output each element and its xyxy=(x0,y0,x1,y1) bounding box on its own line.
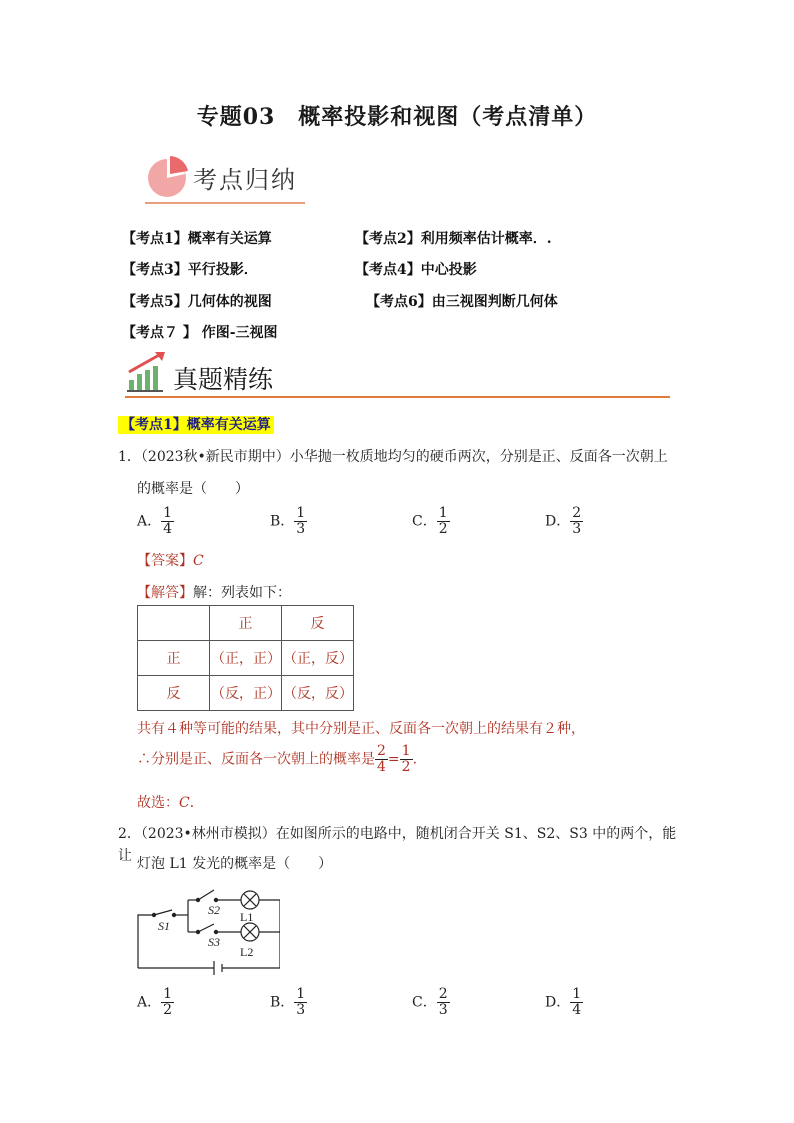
kaodian-item-7: 【考点７ 】 作图-三视图 xyxy=(122,325,278,341)
table-cell: （反，正） xyxy=(210,676,282,711)
kaodian-item-3: 【考点3】平行投影． xyxy=(122,262,258,278)
option-d[interactable]: D． $\frac{2}{3}$ xyxy=(545,505,582,537)
table-cell: 正 xyxy=(210,606,282,641)
table-cell: 反 xyxy=(282,606,354,641)
solution-intro: 【解答】解：列表如下： xyxy=(137,585,291,601)
topic-label: 【考点1】概率有关运算 xyxy=(118,414,274,434)
kaodian-item-5: 【考点5】几何体的视图 xyxy=(122,294,272,310)
question-1-text-cont: 的概率是（ ） xyxy=(137,481,249,497)
section-title: 真题精练 xyxy=(173,365,274,394)
table-cell: 反 xyxy=(138,676,210,711)
outcome-table xyxy=(137,605,354,711)
table-header-row xyxy=(138,606,354,641)
kaodian-item-4: 【考点4】中心投影 xyxy=(355,262,477,278)
circuit-diagram xyxy=(130,880,280,975)
heading-underline xyxy=(145,202,305,204)
section-heading-zhenti xyxy=(125,350,670,402)
table-row xyxy=(138,641,354,676)
table-cell: 正 xyxy=(138,641,210,676)
option-a[interactable]: A． $\frac{1}{2}$ xyxy=(137,986,173,1018)
pie-chart-icon xyxy=(145,154,191,200)
bar-chart-icon xyxy=(125,350,171,394)
section-title: 考点归纳 xyxy=(193,166,297,194)
final-choice: 故选：C． xyxy=(137,795,204,811)
option-c[interactable]: C． $\frac{1}{2}$ xyxy=(412,505,448,537)
page-title: 专题03 概率投影和视图（考点清单） xyxy=(196,104,598,130)
label-s2: S2 xyxy=(208,903,220,917)
section-heading-kaodian xyxy=(145,150,305,208)
option-d[interactable]: D． $\frac{1}{4}$ xyxy=(545,986,582,1018)
table-cell xyxy=(138,606,210,641)
answer: 【答案】C xyxy=(137,553,204,569)
option-a[interactable]: A． $\frac{1}{4}$ xyxy=(137,505,173,537)
option-b[interactable]: B． $\frac{1}{3}$ xyxy=(270,505,306,537)
table-cell: （正，反） xyxy=(282,641,354,676)
label-s3: S3 xyxy=(208,935,220,949)
kaodian-item-1: 【考点1】概率有关运算 xyxy=(122,231,272,247)
table-cell: （正，正） xyxy=(210,641,282,676)
option-b[interactable]: B． $\frac{1}{3}$ xyxy=(270,986,306,1018)
option-c[interactable]: C． $\frac{2}{3}$ xyxy=(412,986,448,1018)
kaodian-item-2: 【考点2】利用频率估计概率．. xyxy=(355,231,552,247)
kaodian-item-6: 【考点6】由三视图判断几何体 xyxy=(366,294,558,310)
heading-underline xyxy=(125,396,670,398)
label-l1: L1 xyxy=(240,910,254,924)
label-s1: S1 xyxy=(158,919,170,933)
table-row xyxy=(138,676,354,711)
question-2-text: 2．（2023•林州市模拟）在如图所示的电路中，随机闭合开关 S1、S2、S3 中的两个，能让 xyxy=(118,826,677,864)
label-l2: L2 xyxy=(240,945,254,959)
explanation-line-1: 共有４种等可能的结果，其中分别是正、反面各一次朝上的结果有２种， xyxy=(137,721,585,737)
question-1-text: 1．（2023秋•新民市期中）小华抛一枚质地均匀的硬币两次，分别是正、反面各一次朝上 xyxy=(118,449,668,465)
question-2-text-cont: 灯泡 L1 发光的概率是（ ） xyxy=(137,856,333,872)
table-cell: （反，反） xyxy=(282,676,354,711)
explanation-line-2: ∴分别是正、反面各一次朝上的概率是 $\frac{2}{4}$ = $\frac{1}{2}$ . xyxy=(137,743,418,775)
